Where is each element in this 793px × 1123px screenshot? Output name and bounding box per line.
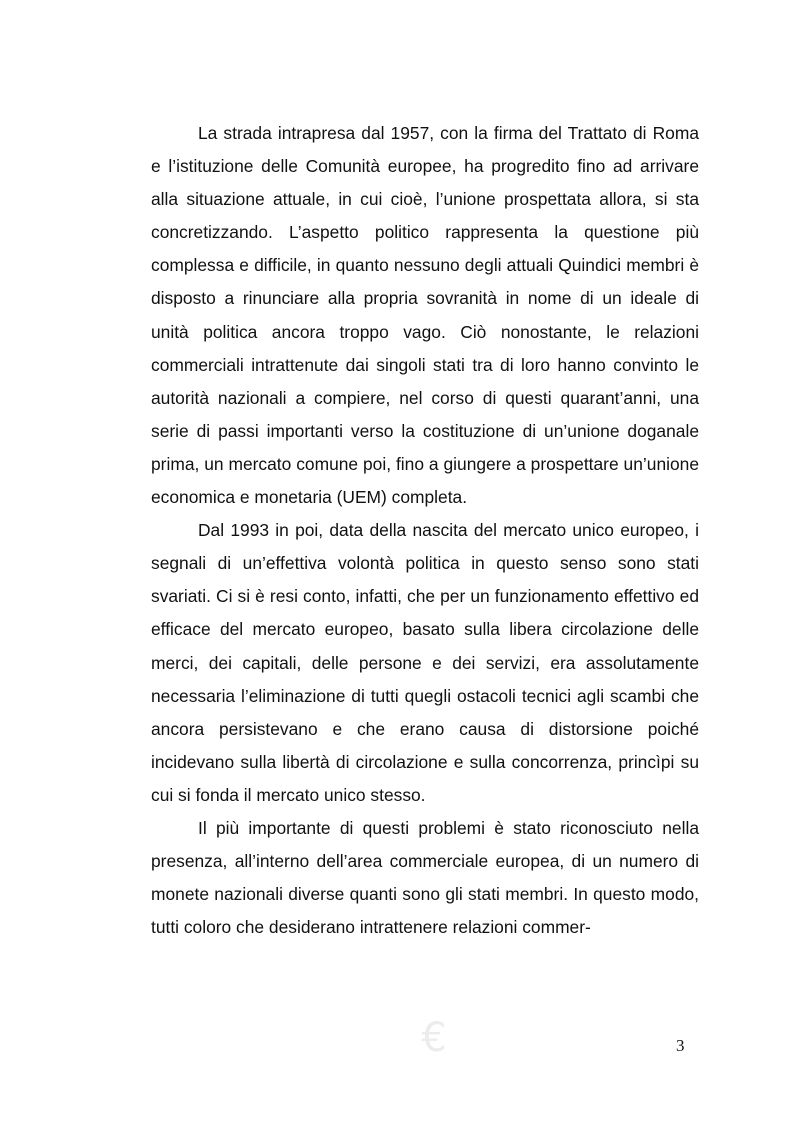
page-number: 3	[676, 1036, 685, 1055]
paragraph-1: La strada intrapresa dal 1957, con la firma del Trattato di Roma e l’istituzione delle Comunità europee, ha progredito fino ad arrivare alla situazione attuale, in cui cioè, l’unione prospettata allora, si sta concretizzando. L’aspetto politico rappresenta la questione più complessa e difficile, in quanto nessuno degli attuali Quindici membri è disposto a rinunciare alla propria sovranità in nome di un ideale di unità politica ancora troppo vago. Ciò nonostante, le relazioni commerciali intrattenute dai singoli stati tra di loro hanno convinto le autorità nazionali a compiere, nel corso di questi quarant’anni, una serie di passi importanti verso la costituzione di un’unione doganale prima, un mercato comune poi, fino a giungere a prospettare un’unione economica e monetaria (UEM) completa.	[151, 123, 699, 508]
paragraph-3: Il più importante di questi problemi è stato riconosciuto nella presenza, all’interno dell’area commerciale europea, di un numero di monete nazionali diverse quanti sono gli stati membri. In questo modo, tutti coloro che desiderano intrattenere relazioni commer-	[151, 817, 699, 938]
body-text	[151, 117, 699, 944]
paragraph-2: Dal 1993 in poi, data della nascita del mercato unico europeo, i segnali di un’effettiva volontà politica in questo senso sono stati svariati. Ci si è resi conto, infatti, che per un funzionamento effettivo ed efficace del mercato europeo, basato sulla libera circolazione delle merci, dei capitali, delle persone e dei servizi, era assolutamente necessaria l’eliminazione di tutti quegli ostacoli tecnici agli scambi che ancora persistevano e che erano causa di distorsione poiché incidevano sulla libertà di circolazione e sulla concorrenza, princìpi su cui si fonda il mercato unico stesso.	[151, 520, 699, 805]
euro-watermark-icon: €	[421, 1015, 447, 1061]
